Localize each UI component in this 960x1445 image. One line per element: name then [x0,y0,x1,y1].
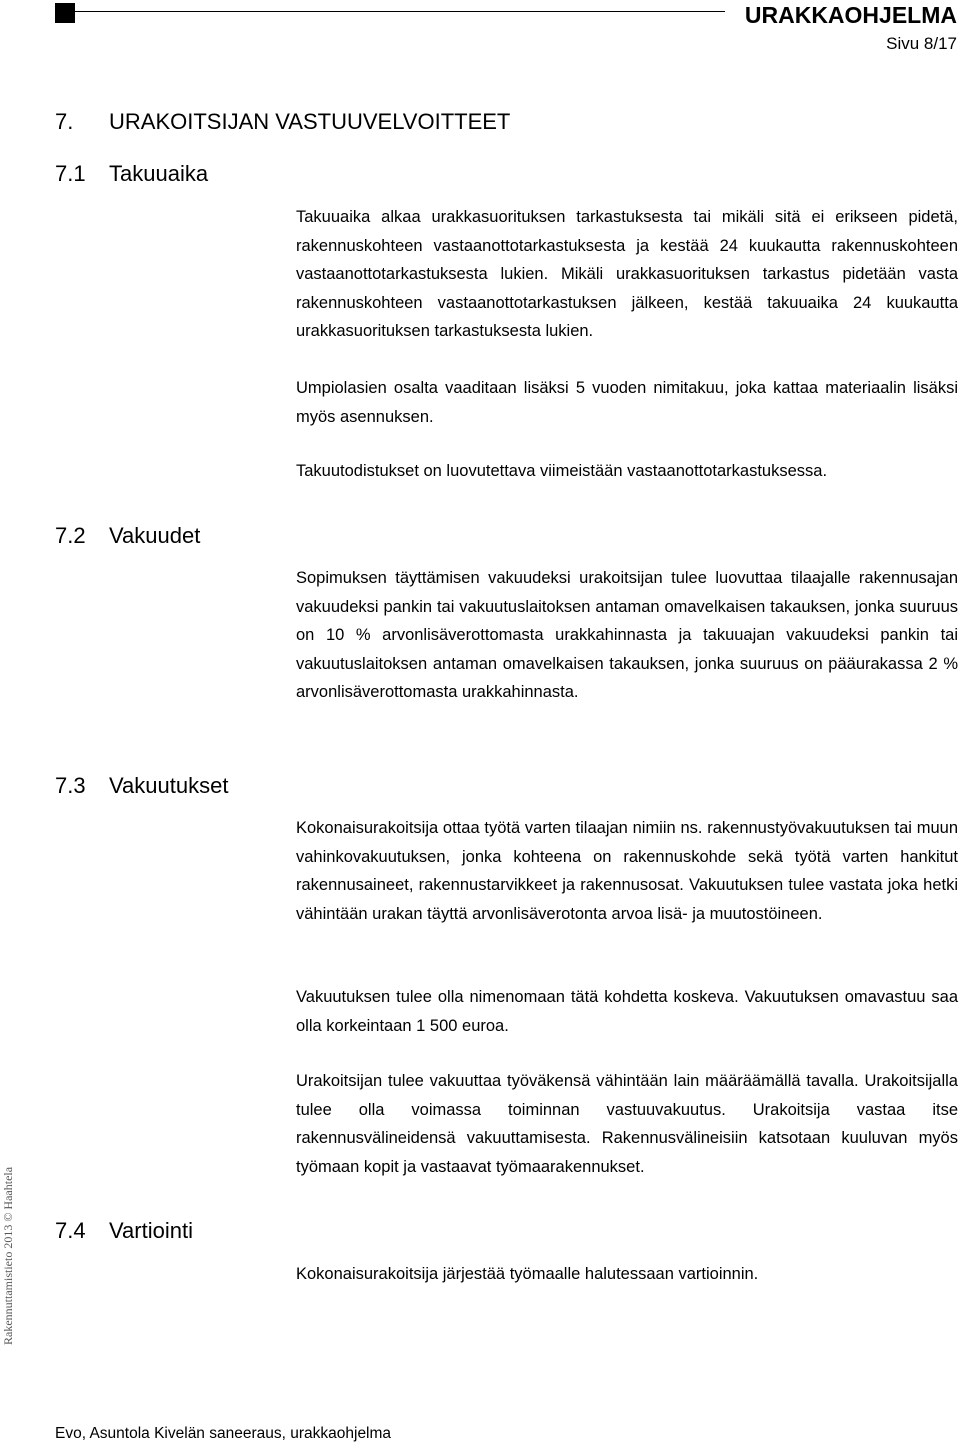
document-title: URAKKAOHJELMA [744,2,957,28]
section-heading-7-4 [55,1218,193,1244]
paragraph-warranty-period: Takuuaika alkaa urakkasuorituksen tarkastuksesta tai mikäli sitä ei erikseen pidetä, rakennuskohteen vastaanottotarkastuksesta ja kestää 24 kuukautta rakennuskohteen vastaanottotarkastuksesta lukien. Mikäli urakkasuorituksen tarkastus pidetään vasta rakennuskohteen vastaanottotarkastuksen jälkeen, kestää takuuaika 24 kuukautta urakkasuorituksen tarkastuksesta lukien. [296,208,958,341]
paragraph-liability-insurance: Urakoitsijan tulee vakuuttaa työväkensä vähintään lain määräämällä tavalla. Urakoitsijalla tulee olla voimassa toiminnan vastuuvakuutus. Urakoitsija vastaa itse rakennusvälineidensä vakuuttamisesta. Rakennusvälineisiin katsotaan kuuluvan myös työmaan kopit ja vastaavat työmaarakennukset. [296,1072,958,1176]
header-rule [75,11,725,12]
section-heading-7-3 [55,773,228,799]
section-title: Vakuutukset [109,773,229,798]
section-title: Vartiointi [109,1218,193,1243]
section-heading-7-1 [55,161,208,187]
header-square [55,3,75,23]
section-heading-7-2 [55,523,200,549]
paragraph-insurance-deductible: Vakuutuksen tulee olla nimenomaan tätä kohdetta koskeva. Vakuutuksen omavastuu saa olla korkeintaan 1 500 euroa. [296,988,958,1035]
page-footer: Evo, Asuntola Kivelän saneeraus, urakkaohjelma [55,1425,392,1442]
section-number: 7.3 [55,773,86,798]
page-number: Sivu 8/17 [886,34,957,53]
section-number: 7.1 [55,161,86,186]
copyright-side-note: Rakennuttamistieto 2013 © Haahtela [1,1166,15,1345]
paragraph-security-guarding: Kokonaisurakoitsija järjestää työmaalle halutessaan vartioinnin. [296,1265,759,1283]
chapter-title: URAKOITSIJAN VASTUUVELVOITTEET [109,109,511,134]
paragraph-construction-insurance: Kokonaisurakoitsija ottaa työtä varten tilaajan nimiin ns. rakennustyövakuutuksen tai muun vahinkovakuutuksen, jonka kohteena on rakennuskohde sekä työtä varten hankitut rakennusaineet, rakennustarvikkeet ja rakennusosat. Vakuutuksen tulee vastata joka hetki vähintään urakan täyttä arvonlisäverotonta arvoa lisä- ja muutostöineen. [296,819,958,923]
paragraph-warranty-certificates: Takuutodistukset on luovutettava viimeistään vastaanottotarkastuksessa. [296,462,828,480]
paragraph-insulated-glass: Umpiolasien osalta vaaditaan lisäksi 5 vuoden nimitakuu, joka kattaa materiaalin lisäksi myös asennuksen. [296,379,958,426]
chapter-heading [55,109,510,135]
paragraph-guarantees: Sopimuksen täyttämisen vakuudeksi urakoitsijan tulee luovuttaa tilaajalle rakennusajan vakuudeksi pankin tai vakuutuslaitoksen antaman omavelkaisen takauksen, jonka suuruus on 10 % arvonlisäverottomasta urakkahinnasta ja takuuajan vakuudeksi pankin tai vakuutuslaitoksen antaman omavelkaisen takauksen, jonka suuruus on pääurakassa 2 % arvonlisäverottomasta urakkahinnasta. [296,569,958,702]
chapter-number: 7. [55,109,74,134]
section-number: 7.4 [55,1218,86,1243]
section-number: 7.2 [55,523,86,548]
section-title: Takuuaika [109,161,209,186]
section-title: Vakuudet [109,523,201,548]
